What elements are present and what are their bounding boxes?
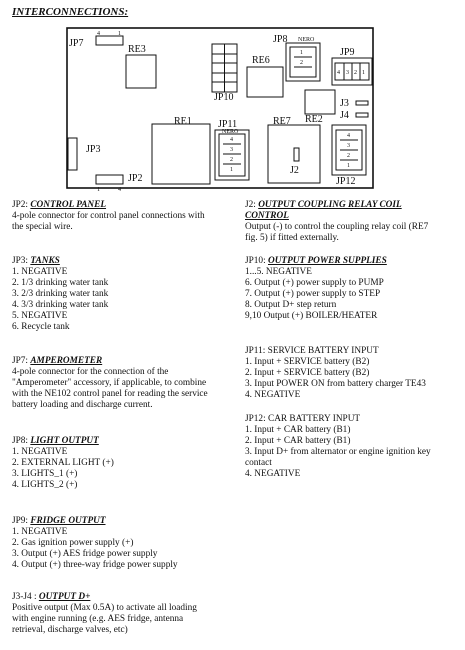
section-jp12: JP12: CAR BATTERY INPUT 1. Input + CAR battery (B1) 2. Input + CAR battery (B1) 3. Input D+ from alternator or engine ignition key contact 4. NEGATIVE (245, 414, 431, 479)
section-heading: JP8: LIGHT OUTPUT (12, 436, 99, 446)
svg-text:4: 4 (337, 70, 340, 76)
label-jp8-nero: NERO (298, 37, 315, 43)
label-jp7: JP7 (69, 38, 84, 49)
re6-relay (247, 67, 283, 97)
jp8-connector (286, 43, 320, 81)
label-re1: RE1 (174, 116, 192, 127)
svg-text:2: 2 (230, 157, 233, 163)
section-jp8: JP8: LIGHT OUTPUT 1. NEGATIVE 2. EXTERNAL LIGHT (+) 3. LIGHTS_1 (+) 4. LIGHTS_2 (+) (12, 436, 114, 490)
section-heading: JP12: CAR BATTERY INPUT (245, 414, 361, 424)
svg-text:2: 2 (300, 60, 303, 66)
section-heading: JP11: SERVICE BATTERY INPUT (245, 346, 379, 356)
svg-text:4: 4 (97, 31, 100, 37)
j3-terminal (356, 101, 368, 105)
svg-text:4: 4 (347, 133, 350, 139)
svg-text:2: 2 (354, 70, 357, 76)
label-j4: J4 (340, 110, 349, 121)
label-re7: RE7 (273, 116, 291, 127)
section-j2: J2: OUTPUT COUPLING RELAY COIL CONTROL Output (-) to control the coupling relay coil (RE7 fig. 5) if fitted externally. (245, 200, 429, 243)
section-heading: JP7: AMPEROMETER (12, 356, 103, 366)
section-j3-j4: J3-J4 : OUTPUT D+ Positive output (Max 0.5A) to activate all loading with engine running (e.g. AES fridge, antenna retrieval, discharge valves, etc) (12, 592, 197, 635)
svg-text:4: 4 (118, 187, 121, 193)
label-jp10: JP10 (214, 92, 234, 103)
re2-relay (305, 90, 335, 114)
board-diagram (0, 0, 465, 195)
svg-text:1: 1 (300, 50, 303, 56)
svg-text:2: 2 (347, 153, 350, 159)
svg-text:1: 1 (118, 31, 121, 37)
svg-text:3: 3 (230, 147, 233, 153)
section-jp11: JP11: SERVICE BATTERY INPUT 1. Input + SERVICE battery (B2) 2. Input + SERVICE battery (B2) 3. Input POWER ON from battery charger TE43 4. NEGATIVE (245, 346, 426, 400)
svg-text:3: 3 (346, 70, 349, 76)
label-re3: RE3 (128, 44, 146, 55)
label-jp12: JP12 (336, 176, 356, 187)
label-jp11-nero: NERO (222, 129, 239, 135)
section-heading: JP10: OUTPUT POWER SUPPLIES (245, 256, 387, 266)
pcb-outline (67, 28, 373, 188)
label-jp8: JP8 (273, 34, 288, 45)
jp7-connector (96, 36, 123, 45)
section-jp3: JP3: TANKS 1. NEGATIVE 2. 1/3 drinking water tank 3. 2/3 drinking water tank 4. 3/3 drinking water tank 5. NEGATIVE 6. Recycle tank (12, 256, 109, 332)
section-heading: JP9: FRIDGE OUTPUT (12, 516, 106, 526)
label-re6: RE6 (252, 55, 270, 66)
svg-text:1: 1 (230, 167, 233, 173)
label-jp9: JP9 (340, 47, 355, 58)
label-jp3: JP3 (86, 144, 101, 155)
re3-relay (126, 55, 156, 88)
label-j3: J3 (340, 98, 349, 109)
jp2-connector (96, 175, 123, 184)
section-jp9: JP9: FRIDGE OUTPUT 1. NEGATIVE 2. Gas ignition power supply (+) 3. Output (+) AES fridge power supply 4. Output (+) three-way fridge power supply (12, 516, 178, 570)
section-heading: JP2: CONTROL PANEL (12, 200, 107, 210)
svg-text:4: 4 (230, 137, 233, 143)
svg-text:1: 1 (347, 163, 350, 169)
svg-text:1: 1 (362, 70, 365, 76)
label-jp2: JP2 (128, 173, 143, 184)
svg-text:3: 3 (347, 143, 350, 149)
section-heading: J2: OUTPUT COUPLING RELAY COIL (245, 200, 402, 210)
label-re2: RE2 (305, 114, 323, 125)
j4-terminal (356, 113, 368, 117)
label-jp11: JP11 (218, 119, 238, 130)
section-heading: JP3: TANKS (12, 256, 60, 266)
re1-relay (152, 124, 210, 184)
section-jp2: JP2: CONTROL PANEL 4-pole connector for control panel connections with the special wire. (12, 200, 205, 232)
section-jp7: JP7: AMPEROMETER 4-pole connector for the connection of the "Amperometer" accessory, if applicable, to combine with the NE102 control panel for reading the service battery loading and discharge current. (12, 356, 208, 410)
section-jp10: JP10: OUTPUT POWER SUPPLIES 1...5. NEGATIVE 6. Output (+) power supply to PUMP 7. Output (+) power supply to STEP 8. Output D+ step return 9,10 Output (+) BOILER/HEATER (245, 256, 387, 321)
page-title: INTERCONNECTIONS: (12, 6, 129, 18)
svg-text:1: 1 (97, 187, 100, 193)
label-j2: J2 (290, 165, 299, 176)
section-heading: J3-J4 : OUTPUT D+ (12, 592, 91, 602)
jp3-connector (68, 138, 77, 170)
